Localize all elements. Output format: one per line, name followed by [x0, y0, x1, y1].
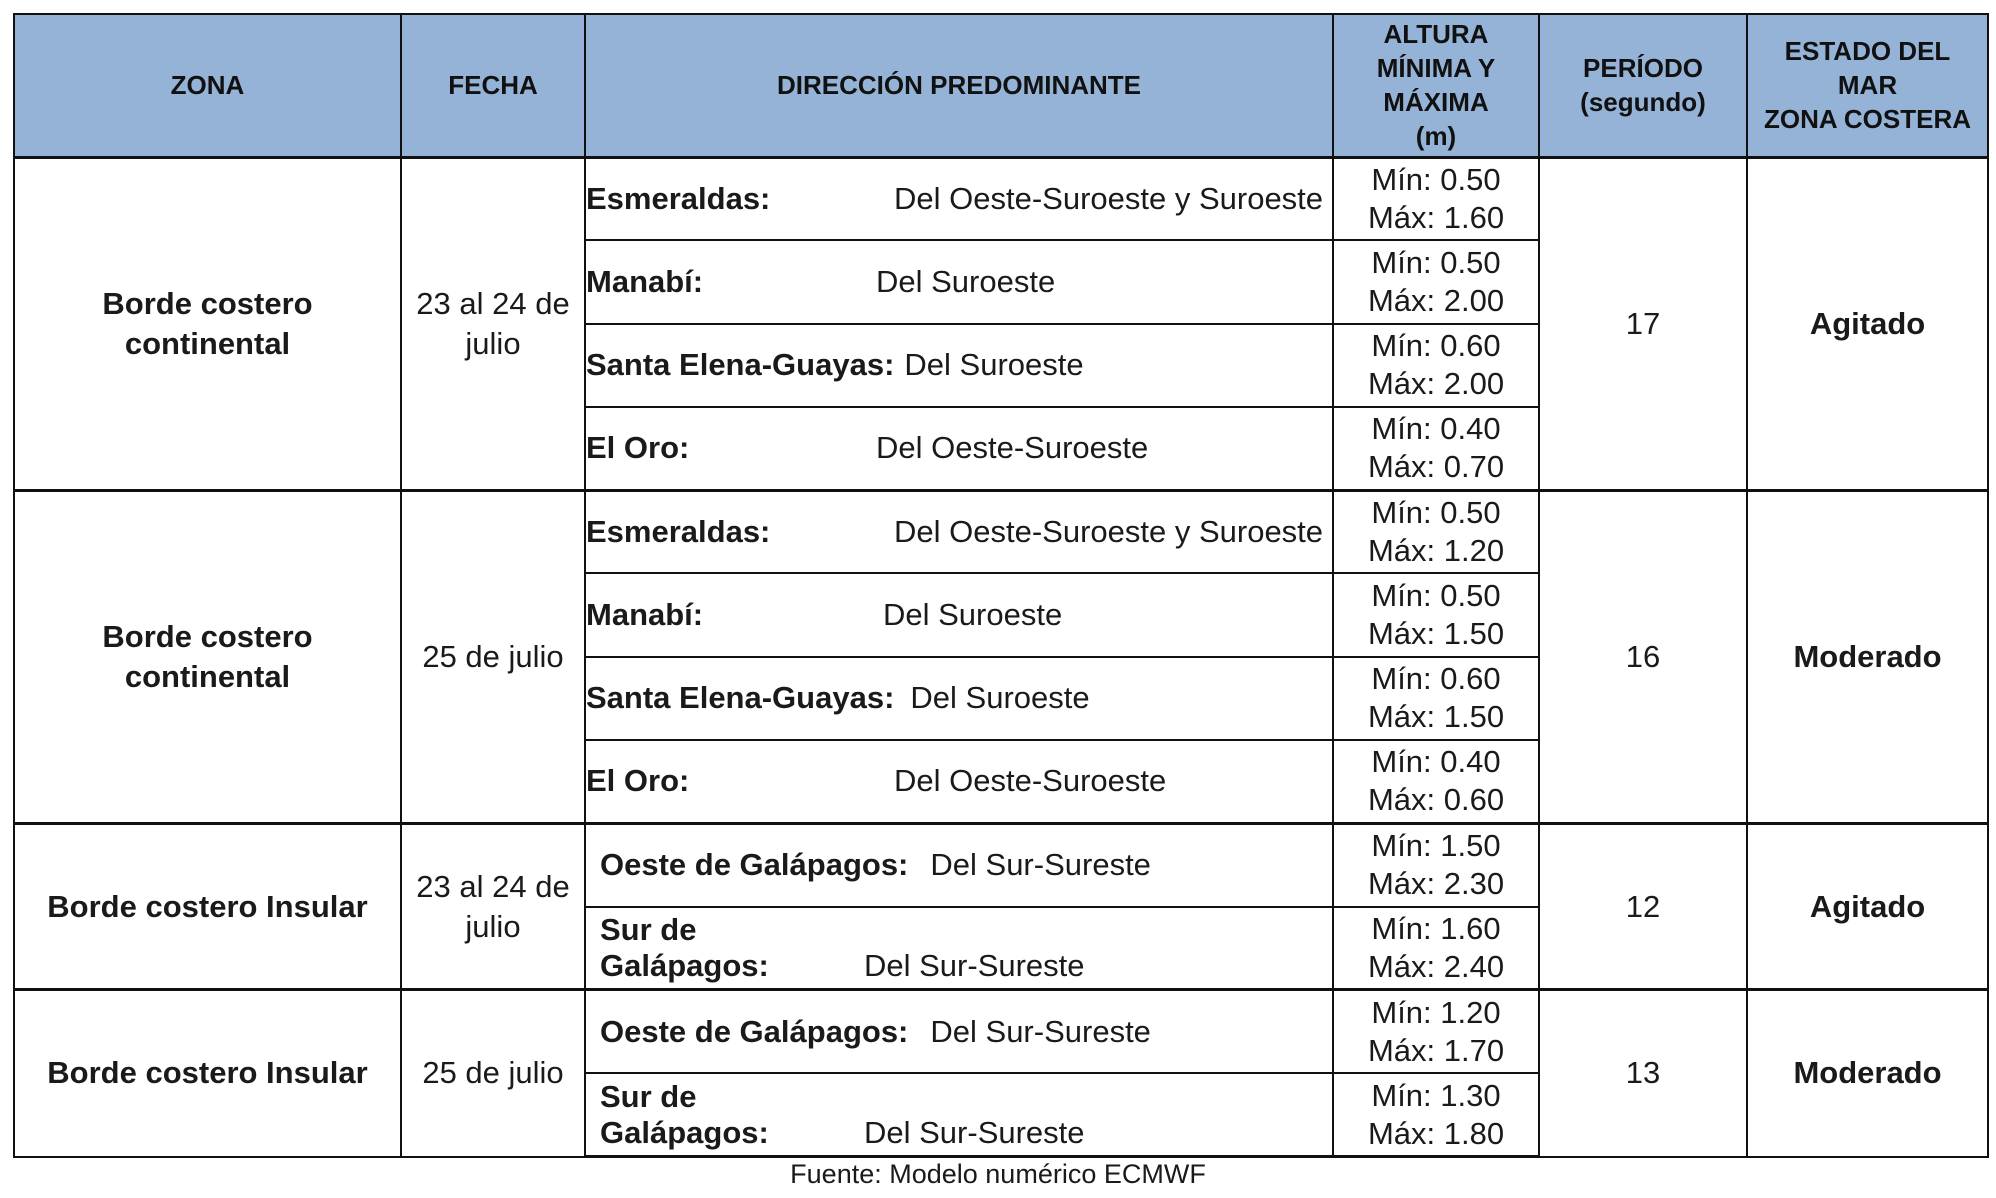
direccion-value: Del Sur-Sureste	[930, 847, 1151, 883]
provincia-label: Oeste de Galápagos:	[600, 847, 909, 883]
fecha-line: julio	[465, 908, 521, 944]
zona-line: Borde costero Insular	[47, 1055, 368, 1091]
estado-cell: Moderado	[1747, 990, 1988, 1157]
altura-max: Máx: 1.80	[1367, 1115, 1505, 1151]
provincia-label: Santa Elena-Guayas:	[586, 680, 895, 716]
header-direccion: DIRECCIÓN PREDOMINANTE	[585, 14, 1333, 157]
header-altura-line: ALTURA	[1383, 19, 1489, 50]
header-periodo-line: (segundo)	[1580, 87, 1706, 118]
header-estado-line: ZONA COSTERA	[1763, 104, 1972, 135]
estado-cell: Agitado	[1747, 823, 1988, 990]
direccion-value: Del Suroeste	[876, 263, 1056, 299]
altura-min: Mín: 1.30	[1371, 1077, 1501, 1113]
altura-cell	[1333, 907, 1539, 990]
header-estado	[1747, 14, 1988, 157]
table-row	[14, 157, 1988, 240]
provincia-label: Sur de Galápagos:	[600, 911, 769, 983]
altura-min: Mín: 0.50	[1371, 244, 1501, 280]
provincia-label: Esmeraldas:	[586, 180, 771, 216]
header-estado-line: MAR	[1837, 70, 1898, 101]
header-zona: ZONA	[14, 14, 401, 157]
table-row	[14, 823, 1988, 906]
fecha-line: 25 de julio	[422, 638, 564, 674]
direccion-value: Del Oeste-Suroeste y Suroeste	[894, 514, 1324, 550]
header-altura-line: MÍNIMA Y	[1376, 53, 1496, 84]
header-fecha: FECHA	[401, 14, 585, 157]
periodo-cell: 12	[1539, 823, 1747, 990]
altura-min: Mín: 0.40	[1371, 411, 1501, 447]
altura-max: Máx: 1.20	[1367, 533, 1505, 569]
fecha-line: julio	[465, 325, 521, 361]
direccion-cell	[585, 990, 1333, 1073]
header-periodo-line: PERÍODO	[1583, 53, 1703, 84]
direccion-value: Del Sur-Sureste	[864, 1114, 1085, 1150]
zona-cell	[14, 490, 401, 823]
altura-cell	[1333, 407, 1539, 490]
provincia-label: Esmeraldas:	[586, 514, 771, 550]
altura-min: Mín: 0.60	[1371, 328, 1501, 364]
direccion-cell	[585, 490, 1333, 573]
provincia-label: Manabí:	[586, 263, 704, 299]
zona-line: Borde costero	[102, 285, 313, 321]
fecha-line: 23 al 24 de	[416, 868, 570, 904]
altura-min: Mín: 0.40	[1371, 744, 1501, 780]
zona-line: continental	[124, 325, 291, 361]
altura-min: Mín: 0.50	[1371, 578, 1501, 614]
header-altura	[1333, 14, 1539, 157]
altura-min: Mín: 1.20	[1371, 994, 1501, 1030]
provincia-label: El Oro:	[586, 763, 690, 799]
direccion-value: Del Sur-Sureste	[930, 1013, 1151, 1049]
altura-cell	[1333, 990, 1539, 1073]
direccion-cell	[585, 240, 1333, 323]
zona-cell	[14, 990, 401, 1157]
altura-cell	[1333, 490, 1539, 573]
zona-cell	[14, 823, 401, 990]
direccion-value: Del Suroeste	[910, 680, 1090, 716]
direccion-value: Del Oeste-Suroeste	[876, 430, 1149, 466]
altura-max: Máx: 2.00	[1367, 366, 1505, 402]
altura-min: Mín: 0.50	[1371, 161, 1501, 197]
altura-cell	[1333, 573, 1539, 656]
altura-min: Mín: 1.60	[1371, 910, 1501, 946]
estado-cell: Moderado	[1747, 490, 1988, 823]
provincia-label: El Oro:	[586, 430, 690, 466]
direccion-cell	[585, 573, 1333, 656]
altura-max: Máx: 1.50	[1367, 616, 1505, 652]
table-row	[14, 490, 1988, 573]
fecha-cell	[401, 990, 585, 1157]
zona-line: Borde costero	[102, 618, 313, 654]
altura-max: Máx: 2.40	[1367, 948, 1505, 984]
direccion-cell	[585, 907, 1333, 990]
fecha-cell	[401, 157, 585, 490]
direccion-cell	[585, 407, 1333, 490]
altura-min: Mín: 0.60	[1371, 661, 1501, 697]
altura-max: Máx: 1.60	[1367, 199, 1505, 235]
altura-max: Máx: 2.00	[1367, 282, 1505, 318]
provincia-label: Santa Elena-Guayas:	[586, 347, 895, 383]
direccion-cell	[585, 823, 1333, 906]
altura-max: Máx: 2.30	[1367, 866, 1505, 902]
direccion-value: Del Suroeste	[904, 347, 1084, 383]
provincia-label: Sur de Galápagos:	[600, 1078, 769, 1150]
direccion-value: Del Oeste-Suroeste y Suroeste	[894, 180, 1324, 216]
altura-cell	[1333, 157, 1539, 240]
altura-max: Máx: 1.50	[1367, 699, 1505, 735]
zona-cell	[14, 157, 401, 490]
direccion-cell	[585, 740, 1333, 823]
header-periodo	[1539, 14, 1747, 157]
estado-cell: Agitado	[1747, 157, 1988, 490]
altura-cell	[1333, 823, 1539, 906]
altura-max: Máx: 1.70	[1367, 1032, 1505, 1068]
altura-cell	[1333, 657, 1539, 740]
periodo-cell: 17	[1539, 157, 1747, 490]
fecha-line: 25 de julio	[422, 1055, 564, 1091]
periodo-cell: 16	[1539, 490, 1747, 823]
source-caption: Fuente: Modelo numérico ECMWF	[790, 1159, 1206, 1189]
header-row	[14, 14, 1988, 157]
direccion-cell	[585, 1073, 1333, 1156]
altura-cell	[1333, 740, 1539, 823]
altura-cell	[1333, 240, 1539, 323]
wave-forecast-table	[13, 13, 1989, 1158]
header-altura-line: MÁXIMA	[1383, 87, 1489, 118]
altura-cell	[1333, 324, 1539, 407]
altura-min: Mín: 1.50	[1371, 828, 1501, 864]
direccion-cell	[585, 657, 1333, 740]
altura-max: Máx: 0.60	[1367, 782, 1505, 818]
table-row	[14, 990, 1988, 1073]
direccion-cell	[585, 324, 1333, 407]
provincia-label: Oeste de Galápagos:	[600, 1013, 909, 1049]
provincia-label: Manabí:	[586, 597, 704, 633]
periodo-cell: 13	[1539, 990, 1747, 1157]
direccion-value: Del Oeste-Suroeste	[894, 763, 1167, 799]
direccion-value: Del Sur-Sureste	[864, 947, 1085, 983]
altura-max: Máx: 0.70	[1367, 449, 1505, 485]
fecha-cell	[401, 490, 585, 823]
altura-cell	[1333, 1073, 1539, 1156]
fecha-cell	[401, 823, 585, 990]
header-estado-line: ESTADO DEL	[1784, 36, 1951, 67]
direccion-cell	[585, 157, 1333, 240]
zona-line: continental	[124, 658, 291, 694]
direccion-value: Del Suroeste	[883, 597, 1063, 633]
altura-min: Mín: 0.50	[1371, 495, 1501, 531]
zona-line: Borde costero Insular	[47, 888, 368, 924]
fecha-line: 23 al 24 de	[416, 285, 570, 321]
header-altura-line: (m)	[1415, 121, 1457, 152]
